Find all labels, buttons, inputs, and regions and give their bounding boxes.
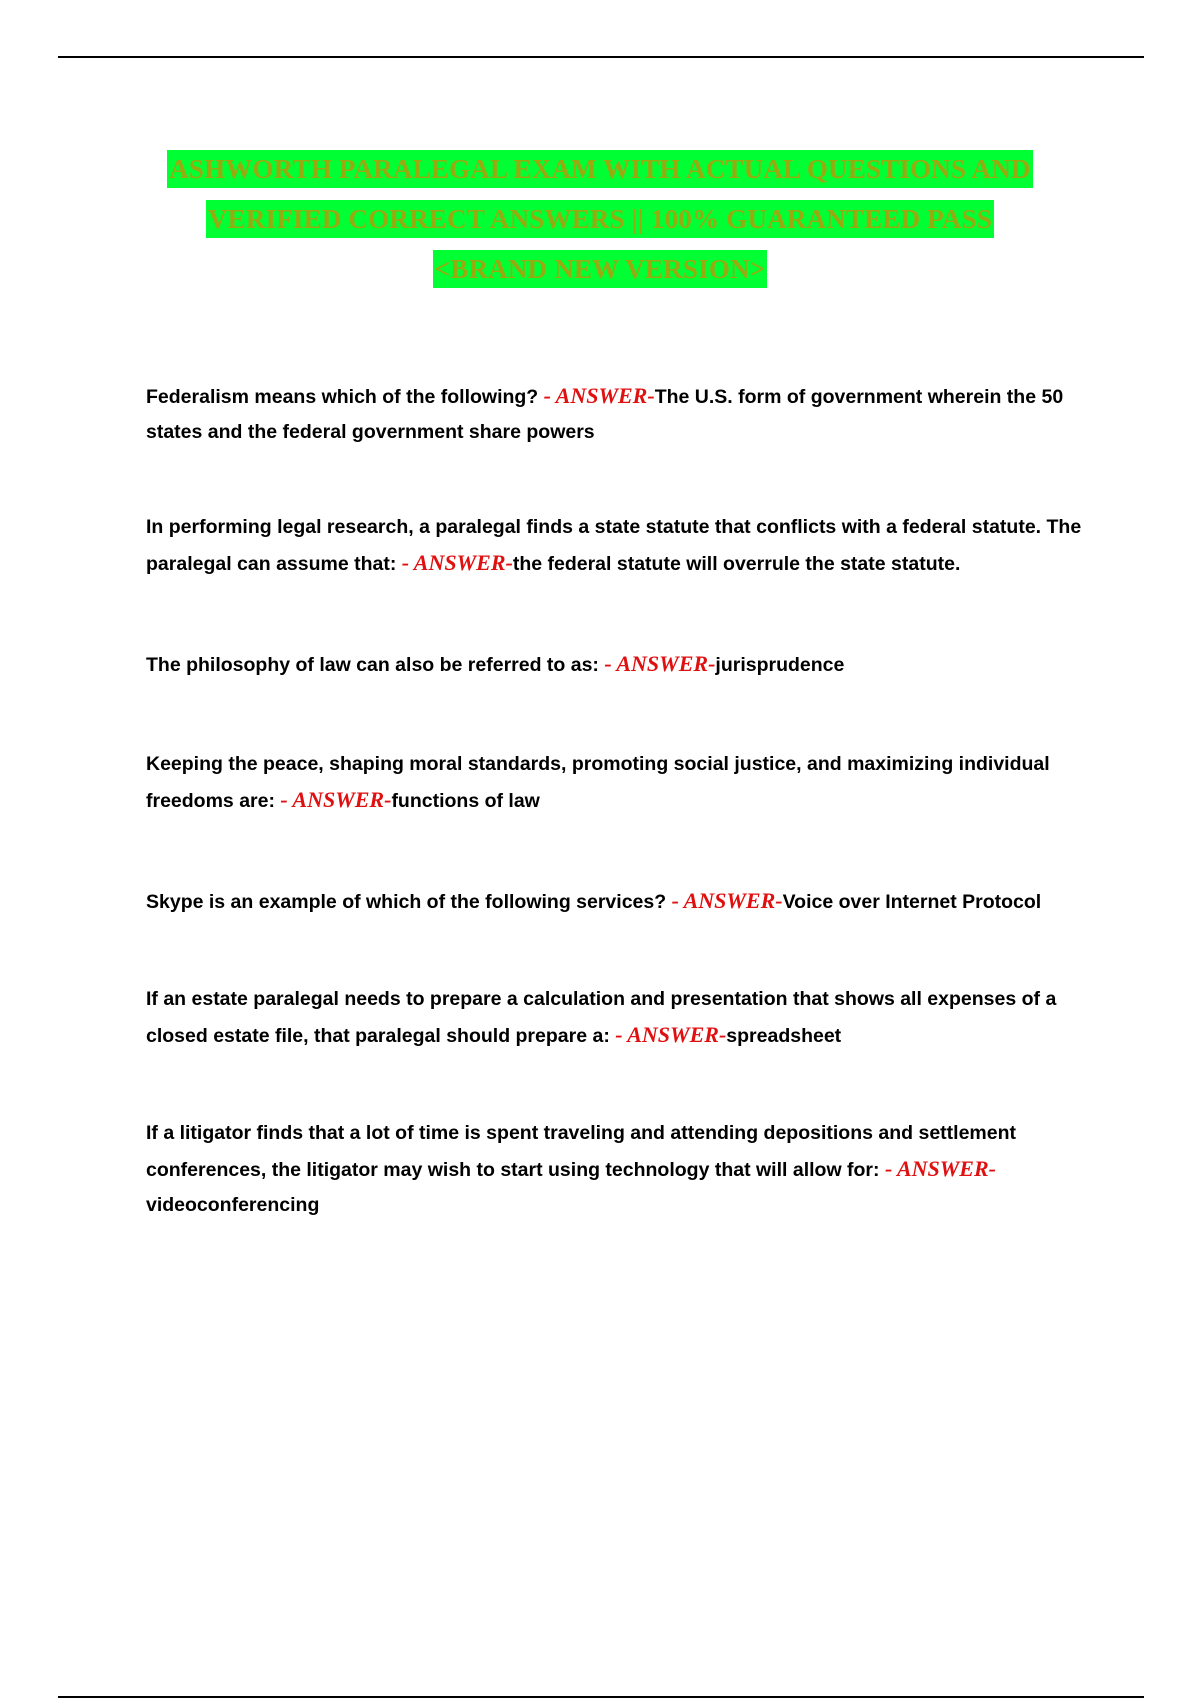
- qa-item: [146, 646, 1086, 683]
- qa-item: [146, 1116, 1086, 1223]
- answer-marker: - ANSWER-: [615, 1022, 727, 1047]
- bottom-rule: [58, 1696, 1144, 1698]
- question-text: In performing legal research, a paralegal finds a state statute that conflicts with a federal statute. The paralegal can assume that:: [146, 516, 1082, 575]
- title-line-1-text: ASHWORTH PARALEGAL EXAM WITH ACTUAL QUESTIONS AND: [167, 150, 1033, 188]
- answer-marker: - ANSWER-: [884, 1156, 996, 1181]
- question-text: Federalism means which of the following?: [146, 386, 544, 408]
- title-line-1: [100, 144, 1100, 194]
- qa-item: [146, 883, 1086, 920]
- qa-item: [146, 747, 1086, 819]
- qa-item: [146, 510, 1086, 582]
- title-line-3-text: <BRAND NEW VERSION>: [433, 250, 768, 288]
- answer-marker: - ANSWER-: [401, 550, 513, 575]
- qa-list: [146, 378, 1086, 1223]
- title-line-2: [100, 194, 1100, 244]
- answer-text: the federal statute will overrule the state statute.: [512, 553, 961, 575]
- answer-marker: - ANSWER-: [671, 888, 783, 913]
- answer-text: The U.S. form of government wherein the 50 states and the federal government share powers: [146, 386, 1064, 443]
- answer-text: videoconferencing: [146, 1194, 320, 1216]
- answer-text: jurisprudence: [715, 654, 845, 676]
- question-text: Keeping the peace, shaping moral standards, promoting social justice, and maximizing individual freedoms are:: [146, 753, 1050, 812]
- document-title: [100, 144, 1100, 294]
- title-line-2-text: VERIFIED CORRECT ANSWERS || 100% GUARANTEED PASS: [206, 200, 994, 238]
- top-rule: [58, 56, 1144, 58]
- answer-marker: - ANSWER-: [543, 383, 655, 408]
- qa-item: [146, 982, 1086, 1054]
- answer-text: spreadsheet: [726, 1025, 842, 1047]
- question-text: Skype is an example of which of the following services?: [146, 891, 672, 913]
- qa-item: [146, 378, 1086, 450]
- answer-marker: - ANSWER-: [604, 651, 716, 676]
- question-text: If a litigator finds that a lot of time is spent traveling and attending depositions and settlement conferences, the litigator may wish to start using technology that will allow for:: [146, 1122, 1016, 1181]
- question-text: The philosophy of law can also be referred to as:: [146, 654, 605, 676]
- answer-text: functions of law: [391, 790, 540, 812]
- answer-text: Voice over Internet Protocol: [782, 891, 1042, 913]
- title-line-3: [100, 244, 1100, 294]
- question-text: If an estate paralegal needs to prepare a calculation and presentation that shows all expenses of a closed estate file, that paralegal should prepare a:: [146, 988, 1057, 1047]
- answer-marker: - ANSWER-: [280, 787, 392, 812]
